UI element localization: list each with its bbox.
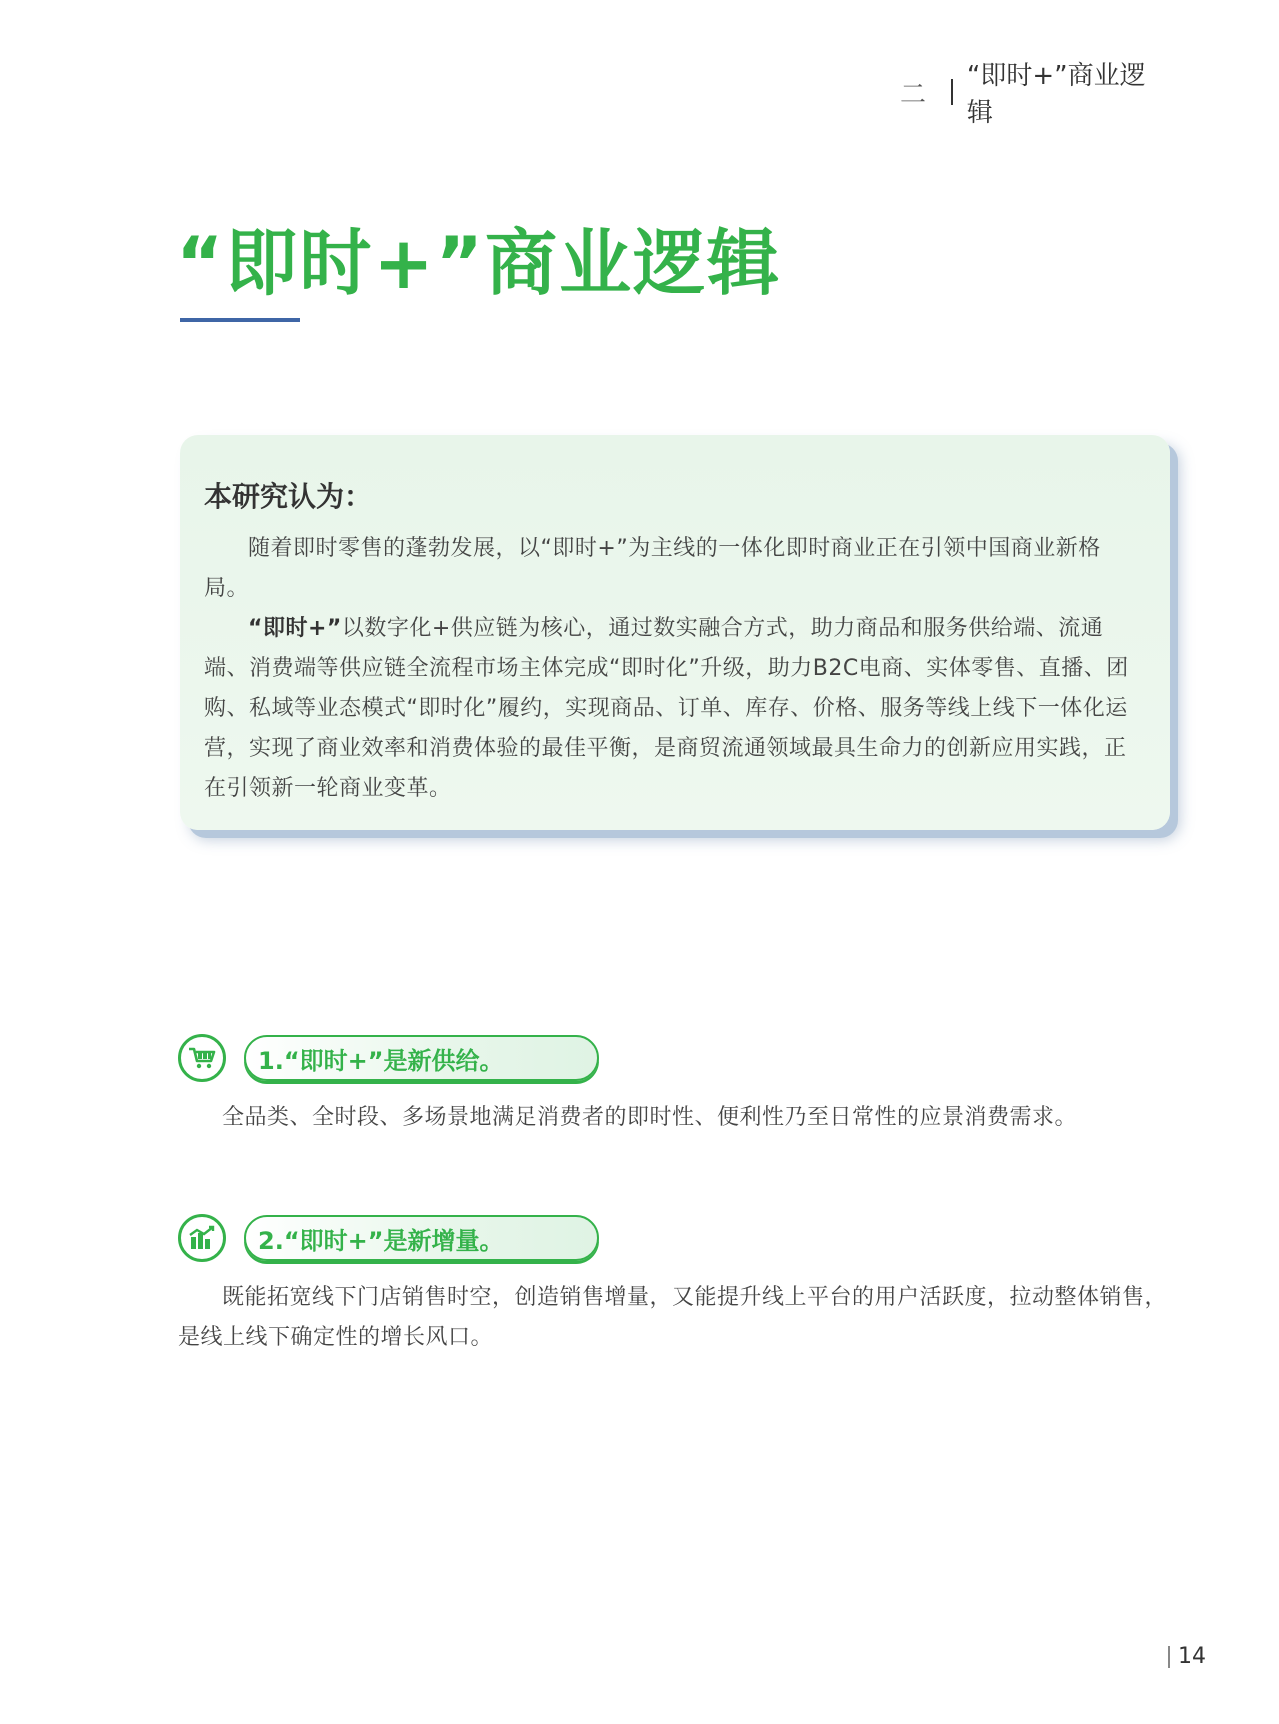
summary-box: [180, 435, 1170, 830]
section-header: [178, 1210, 1178, 1266]
running-header: [900, 61, 1160, 128]
section-label-pill: 1.“即时+”是新供给。: [244, 1035, 599, 1081]
page-title: “即时+”商业逻辑: [176, 221, 781, 305]
section-text: 全品类、全时段、多场景地满足消费者的即时性、便利性乃至日常性的应景消费需求。: [222, 1105, 1078, 1130]
title-underline: [180, 318, 300, 322]
section-new-supply: [178, 1030, 1178, 1138]
shopping-cart-icon: [178, 1034, 226, 1082]
section-label-pill: 2.“即时+”是新增量。: [244, 1215, 599, 1261]
summary-paragraph-1: 随着即时零售的蓬勃发展，以“即时+”为主线的一体化即时商业正在引领中国商业新格局。: [204, 536, 1101, 601]
page-number-bar: [1168, 1646, 1170, 1668]
summary-heading: 本研究认为：: [204, 480, 373, 513]
page-number: [1168, 1644, 1206, 1669]
section-header: [178, 1030, 1178, 1086]
summary-paragraph-2-text: 以数字化+供应链为核心，通过数实融合方式，助力商品和服务供给端、流通端、消费端等供应链全流程市场主体完成“即时化”升级，助力B2C电商、实体零售、直播、团购、私域等业态模式“即时化”履约，实现商品、订单、库存、价格、服务等线上线下一体化运营，实现了商业效率和消费体验的最佳平衡，是商贸流通领域最具生命力的创新应用实践，正在引领新一轮商业变革。: [204, 616, 1129, 801]
summary-paragraph-2-bold: “即时+”: [248, 616, 342, 641]
growth-chart-icon: [178, 1214, 226, 1262]
page-number-value: 14: [1178, 1644, 1206, 1669]
summary-paragraph-2: [204, 609, 1142, 809]
section-text: 既能拓宽线下门店销售时空，创造销售增量，又能提升线上平台的用户活跃度，拉动整体销售，是线上线下确定性的增长风口。: [178, 1285, 1168, 1350]
section-title: “即时+”商业逻辑: [966, 61, 1146, 128]
section-number: 二: [900, 79, 927, 110]
header-separator: [951, 79, 953, 105]
section-new-growth: [178, 1210, 1178, 1358]
